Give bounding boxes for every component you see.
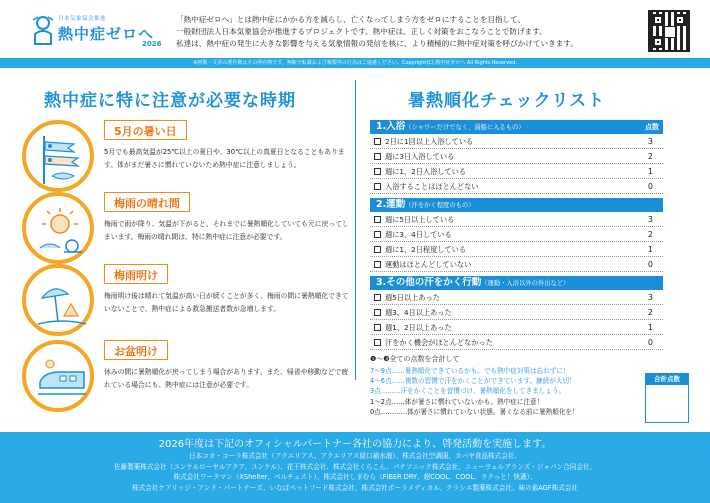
season-title: 梅雨明け [104, 264, 168, 284]
result-range: 0点………… [370, 407, 408, 416]
checkbox[interactable] [374, 183, 381, 190]
row-points: 3 [647, 137, 653, 146]
row-points: 3 [647, 215, 653, 224]
beach-icon [22, 264, 94, 336]
right-title: 暑熱順化チェックリスト [408, 91, 606, 111]
partners-line: 日本コカ・コーラ株式会社（アクエリアス、アクエリアス経口補水液）、株式会社空調服、カバヤ食品株式会社、 [189, 452, 521, 460]
section-other-sweat-header [370, 276, 663, 290]
result-line [370, 407, 640, 417]
checklist-row[interactable] [370, 179, 663, 194]
checkbox[interactable] [374, 324, 381, 331]
season-body: 休みの間に暑熱順化が戻ってしまう場合があります。また、帰省や移動などで疲れている場合にも、熱中症には注意が必要です。 [104, 368, 349, 389]
checklist-row[interactable] [370, 164, 663, 179]
checkbox[interactable] [374, 168, 381, 175]
checklist-row[interactable] [370, 227, 663, 242]
total-score-label: 合計点数 [646, 374, 688, 385]
season-obon-end [22, 340, 349, 420]
qr-code[interactable] [648, 10, 690, 52]
partners-line: 佐藤製薬株式会社（ユンケルローヤルアクア、ユンケル）、花王株式会社、株式会社くらこん、パナソニック株式会社、ニューウェルブランズ・ジャパン合同会社、 [113, 462, 597, 471]
result-line [370, 386, 640, 396]
intro-text [176, 14, 636, 50]
checklist-row[interactable] [370, 320, 663, 335]
row-text: 週に1、2日入浴している [385, 167, 467, 176]
checkbox[interactable] [374, 294, 381, 301]
result-text: 汗をかくことを習慣づけ、暑熱順化をしてきましょう。 [400, 387, 566, 396]
partners-list [0, 451, 710, 493]
partners-heading: 2026年度は下記のオフィシャルパートナー各社の協力により、啓発活動を実施します。 [158, 439, 552, 450]
logo-name: 熱中症ゼロへ [58, 25, 155, 43]
koinobori-icon [22, 120, 94, 192]
section-title: 3.その他の汗をかく行動 [376, 277, 482, 288]
logo-supertitle: 日本気象協会推進 [58, 16, 107, 22]
checkbox[interactable] [374, 216, 381, 223]
section-title: 2.運動 [376, 199, 406, 210]
row-text: 週1、2日以上あった [385, 323, 452, 332]
logo-year: 2026 [142, 40, 162, 48]
checkbox[interactable] [374, 309, 381, 316]
result-text: 体が暑さに慣れていないかも。熱中症に注意！ [404, 397, 544, 406]
sun-snail-icon [22, 192, 94, 264]
row-points: 0 [647, 182, 653, 191]
row-points: 1 [647, 167, 653, 176]
section-bathing-header [370, 120, 663, 134]
season-may [22, 120, 345, 192]
checkbox[interactable] [374, 246, 381, 253]
page-header [0, 0, 710, 60]
row-text: 週5日以上あった [385, 293, 440, 302]
checkbox[interactable] [374, 153, 381, 160]
sum-instruction: ❶～❸全ての点数を合計して [370, 355, 460, 363]
section-note: （汗をかく程度のもの） [405, 202, 475, 209]
score-results [370, 366, 640, 417]
season-body: 梅雨明け後は晴れて気温が高い日が続くことが多く、梅雨の間に暑熱順化できていないことで、熱中症による救急搬送者数が急増します。 [104, 292, 349, 313]
row-text: 週に3日入浴している [385, 152, 455, 161]
row-text: 汗をかく機会がほとんどなかった [385, 338, 493, 347]
checkbox[interactable] [374, 231, 381, 238]
result-line [370, 366, 640, 376]
row-text: 週3、4日以上あった [385, 308, 452, 317]
partners-footer [0, 432, 710, 503]
season-rainy-end [22, 264, 349, 336]
heat-acclimatization-checklist [370, 120, 663, 350]
partners-line: 株式会社ケアリッジ・アンド・パートナーズ、いなばペットフード株式会社、株式会社ポーラメディカル、クラシエ製薬株式会社、味の素AGF株式会社 [132, 483, 578, 492]
season-body: 5月でも最高気温が25℃以上の夏日や、30℃以上の真夏日となることもあります。体がまだ暑さに慣れていないため熱中症に注意しましょう。 [104, 148, 345, 169]
intro-line: 「熱中症ゼロへ」とは熱中症にかかる方を減らし、亡くなってしまう方をゼロにすることを目指して、 [176, 15, 526, 24]
section-exercise-header [370, 198, 663, 212]
result-text: 体が暑さに慣れていない状態。暑くなる前に暑熱順化を！ [407, 407, 579, 416]
result-range: 3点……… [370, 387, 401, 396]
section-note: （運動・入浴以外の外出など） [481, 280, 570, 287]
checkbox[interactable] [374, 261, 381, 268]
checklist-row[interactable] [370, 257, 663, 272]
season-title: 5月の暑い日 [104, 120, 187, 140]
result-text: 複数の習慣で汗をかくことができています。継続が大切！ [404, 377, 576, 386]
section-title: 1.入浴 [376, 121, 406, 132]
result-range: 1～2点…… [370, 397, 405, 406]
intro-line: 私達は、熱中症の発生に大きな影響を与える気象情報の発信を核に、より積極的に熱中症対策を呼びかけていきます。 [176, 39, 578, 48]
row-points: 2 [647, 230, 653, 239]
result-range: 4～6点…… [370, 377, 405, 386]
row-text: 入浴することはほとんどない [385, 182, 479, 191]
checklist-row[interactable] [370, 212, 663, 227]
checklist-row[interactable] [370, 242, 663, 257]
left-title: 熱中症に特に注意が必要な時期 [44, 91, 296, 111]
copyright-text: ※画像・文章の著作権はその所有物です。無断で転載および複製等の行為はご遠慮ください。Copyright(C) 熱中症ゼロへ All Rights Reserved. [193, 60, 517, 66]
row-text: 週に3、4日している [385, 230, 452, 239]
result-text: 暑熱順化できているかも。でも熱中症対策は忘れずに！ [404, 367, 570, 375]
total-score-box[interactable] [645, 373, 689, 423]
row-text: 運動はほとんどしていない [385, 260, 472, 269]
checklist-row[interactable] [370, 335, 663, 350]
row-text: 週に1、2日程度している [385, 245, 467, 254]
season-title: 梅雨の晴れ間 [104, 192, 190, 212]
checkbox[interactable] [374, 138, 381, 145]
section-note: （シャワーだけでなく、湯船に入るもの） [405, 124, 525, 131]
season-body: 梅雨で雨が降り、気温が下がると、それまでに暑熱順化していても元に戻ってしまいます。梅雨の晴れ間は、特に熱中症に注意が必要です。 [104, 220, 349, 241]
row-points: 2 [647, 308, 653, 317]
row-points: 1 [647, 245, 653, 254]
intro-line: 一般財団法人日本気象協会が推進するプロジェクトです。熱中症は、正しく対策をおこなうことで防げます。 [176, 27, 547, 36]
checklist-row[interactable] [370, 134, 663, 149]
checklist-row[interactable] [370, 149, 663, 164]
partners-line: 株式会社ワークマン（XShelter、ベルチェスト）、株式会社しまむら（FIBER DRY、超COOL、COOL、ラクっと！快適）、 [173, 473, 537, 481]
result-line [370, 397, 640, 407]
row-points: 0 [647, 260, 653, 269]
season-rainy-break [22, 192, 349, 264]
row-points: 1 [647, 323, 653, 332]
mascot-icon [30, 14, 56, 46]
points-header: 点数 [645, 123, 659, 131]
row-points: 2 [647, 152, 653, 161]
season-title: お盆明け [104, 340, 168, 360]
result-range: 7～9点…… [370, 367, 405, 375]
checklist-row[interactable] [370, 305, 663, 320]
row-text: 2日に1回以上入浴している [385, 137, 474, 146]
row-points: 3 [647, 293, 653, 302]
train-icon [22, 340, 94, 412]
checkbox[interactable] [374, 339, 381, 346]
result-line [370, 376, 640, 386]
logo [30, 12, 170, 52]
row-text: 週に5日以上している [385, 215, 455, 224]
column-divider [355, 80, 356, 380]
row-points: 0 [647, 338, 653, 347]
checklist-row[interactable] [370, 290, 663, 305]
